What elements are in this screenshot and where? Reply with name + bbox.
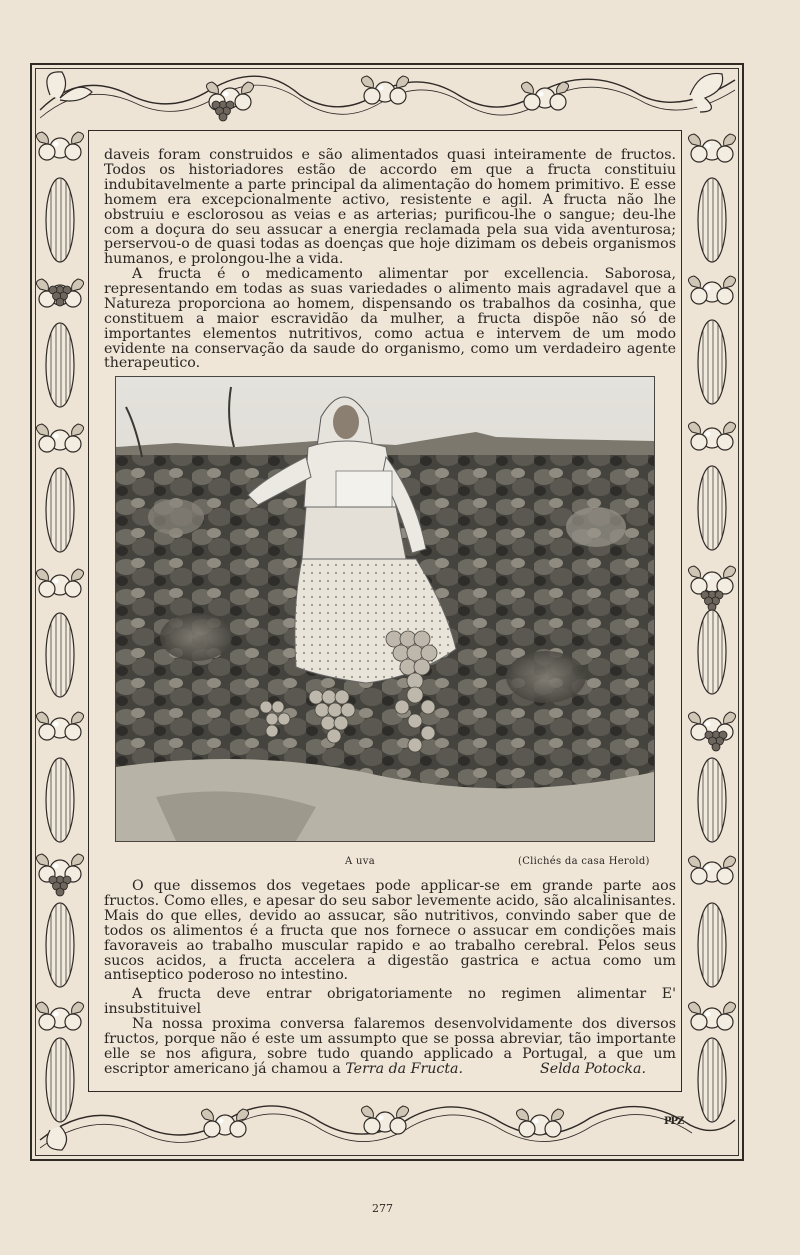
photo-caption: A uva: [345, 856, 375, 867]
paragraph-5-text: Na nossa proxima conversa falaremos desenvolvidamente dos diversos fructos, porque não é este um assumpto que se possa abreviar, tão importante elle se nos afigura, sobre tudo quando applicado a Portugal, a que um escriptor americano já chamou a: [104, 1016, 676, 1077]
author-signature: Selda Potocka.: [540, 1060, 646, 1077]
closing-title: Terra da Fructa.: [345, 1060, 464, 1077]
engraver-monogram: PPZ: [664, 1116, 684, 1127]
paragraph-3: O que dissemos dos vegetaes pode applicar-se em grande parte aos fructos. Como elles, e apesar do seu sabor levemente acido, são alcalinisantes. Mais do que elles, devido ao assucar, são nutritivos, convindo saber que de todos os alimentos é a fructa que nos fornece o assucar em condições mais favoraveis ao trabalho muscular rapido e ao trabalho cerebral. Pelos seus sucos acidos, a fructa accelera a digestão gastrica e actua como um antiseptico poderoso no intestino.: [104, 878, 676, 984]
paragraph-1: daveis foram construidos e são alimentados quasi inteiramente de fructos. Todos os historiadores estão de accordo em que a fructa constituiu indubitavelmente a parte principal da alimentação do homem primitivo. E esse homem era excepcionalmente activo, resistente e agil. A fructa não lhe obstruiu e esclorosou as veias e as arterias; purificou-lhe o sangue; deu-lhe com a doçura do seu assucar a energia reclamada pela sua vida aventurosa; perservou-o de quasi todas as doenças que hoje dizimam os debeis organismos humanos, e prolongou-lhe a vida.: [104, 147, 676, 268]
paragraph-5: [104, 1017, 676, 1077]
paragraph-2: A fructa é o medicamento alimentar por excellencia. Saborosa, representando em todas as suas variedades o alimento mais agradavel que a Natureza proporciona ao homem, dispensando os trabalhos da cosinha, que constituem a maior escravidão da mulher, a fructa dispõe não só de importantes elementos nutritivos, como actua e intervem de um modo evidente na conservação da saude do organismo, como um verdadeiro agente therapeutico.: [104, 266, 676, 372]
vineyard-photograph: [115, 376, 655, 842]
photo-image: [116, 377, 654, 841]
photo-credit: (Clichés da casa Herold): [518, 856, 650, 867]
paragraph-4: A fructa deve entrar obrigatoriamente no regimen alimentar E' insubstituivel: [104, 986, 676, 1017]
page-number: 277: [372, 1202, 393, 1215]
